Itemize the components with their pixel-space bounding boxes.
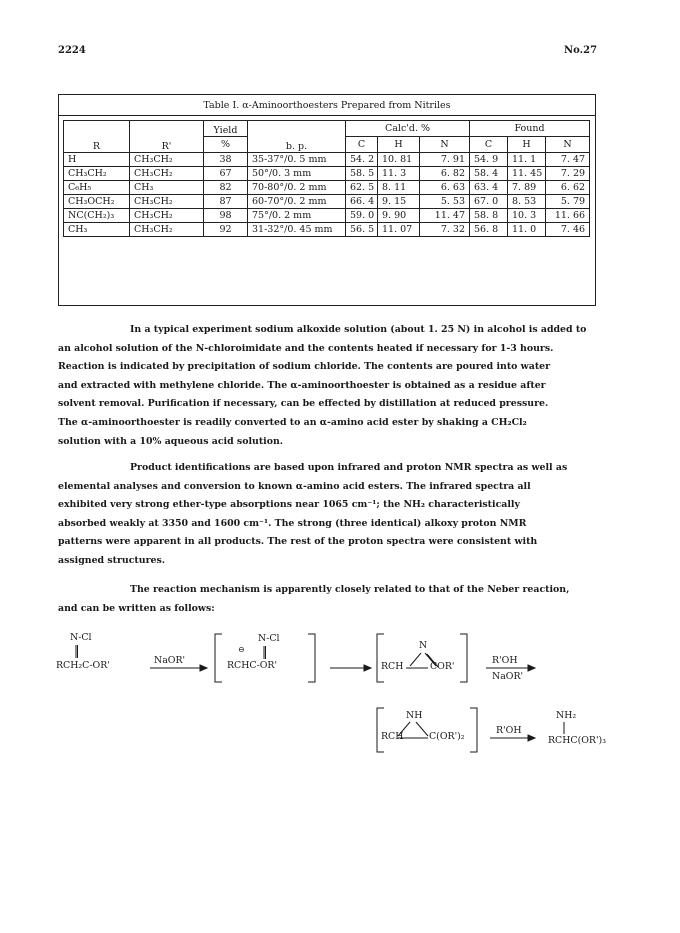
reagent-naor: NaOR' <box>154 655 186 666</box>
cell-yield: 67 <box>204 167 248 181</box>
paragraph-line: assigned structures. <box>58 554 166 566</box>
table-frame <box>58 94 596 306</box>
reagent-roh-2: R'OH <box>496 725 522 736</box>
cell-r-prime: CH₃CH₂ <box>130 195 204 209</box>
cell-calc-c: 62. 5 <box>346 181 378 195</box>
paragraph-line: an alcohol solution of the N-chloroimidate and the contents heated if necessary for 1-3 hours. <box>58 342 554 354</box>
header-found-n: N <box>546 137 590 153</box>
cell-calc-n: 6. 82 <box>420 167 470 181</box>
cell-calc-h: 11. 3 <box>378 167 420 181</box>
cell-calc-h: 8. 11 <box>378 181 420 195</box>
header-bp: b. p. <box>248 121 346 153</box>
cell-r-prime: CH₃CH₂ <box>130 223 204 237</box>
azirine-left: RCH <box>381 661 404 672</box>
cell-calc-h: 10. 81 <box>378 153 420 167</box>
paragraph-line: In a typical experiment sodium alkoxide solution (about 1. 25 N) in alcohol is added to <box>130 324 587 335</box>
cell-r: CH₃CH₂ <box>64 167 130 181</box>
paragraph-line: solvent removal. Purification if necessary, can be effected by distillation at reduced pressure. <box>58 398 549 410</box>
table-row <box>64 167 590 181</box>
table-row <box>64 153 590 167</box>
paragraph-line: and extracted with methylene chloride. The α-aminoorthoester is obtained as a residue after <box>58 379 546 391</box>
scheme-lines <box>50 628 630 768</box>
cell-yield: 38 <box>204 153 248 167</box>
anion-charge: ⊖ <box>238 645 245 654</box>
paragraph-identification <box>58 459 618 571</box>
azirine-right: COR' <box>430 661 455 672</box>
cell-found-n: 11. 66 <box>546 209 590 223</box>
paragraph-line: exhibited very strong ether-type absorptions near 1065 cm⁻¹; the NH₂ characteristically <box>58 499 520 511</box>
reagent-roh: R'OH <box>492 655 518 666</box>
header-calc-h: H <box>378 137 420 153</box>
paragraph-line: Product identifications are based upon infrared and proton NMR spectra as well as <box>130 462 568 473</box>
cell-calc-h: 9. 15 <box>378 195 420 209</box>
cell-yield: 98 <box>204 209 248 223</box>
paragraph-line: and can be written as follows: <box>58 602 215 614</box>
cell-r-prime: CH₃CH₂ <box>130 209 204 223</box>
cell-bp: 75°/0. 2 mm <box>248 209 346 223</box>
cell-found-c: 54. 9 <box>470 153 508 167</box>
cell-found-n: 7. 47 <box>546 153 590 167</box>
aziridine-nh: NH <box>406 710 423 721</box>
header-calc-n: N <box>420 137 470 153</box>
cell-bp: 35-37°/0. 5 mm <box>248 153 346 167</box>
cell-r: C₆H₅ <box>64 181 130 195</box>
table-row <box>64 195 590 209</box>
cell-found-c: 58. 8 <box>470 209 508 223</box>
cell-r-prime: CH₃CH₂ <box>130 153 204 167</box>
reaction-scheme <box>50 628 630 768</box>
cell-found-n: 6. 62 <box>546 181 590 195</box>
cell-bp: 50°/0. 3 mm <box>248 167 346 181</box>
paragraph-line: absorbed weakly at 3350 and 1600 cm⁻¹. The strong (three identical) alkoxy proton NMR <box>58 517 527 529</box>
cell-calc-n: 7. 32 <box>420 223 470 237</box>
header-r: R <box>64 121 130 153</box>
cell-bp: 70-80°/0. 2 mm <box>248 181 346 195</box>
azirine-n: N <box>419 640 428 651</box>
header-found: Found <box>470 121 590 137</box>
table-top-rule <box>59 115 595 116</box>
cell-bp: 31-32°/0. 45 mm <box>248 223 346 237</box>
table-row <box>64 181 590 195</box>
cell-calc-n: 6. 63 <box>420 181 470 195</box>
cell-calc-n: 7. 91 <box>420 153 470 167</box>
cell-calc-n: 5. 53 <box>420 195 470 209</box>
cell-r: CH₃ <box>64 223 130 237</box>
product-compound: RCHC(OR')₃ <box>548 735 606 746</box>
paragraph-line: Reaction is indicated by precipitation of sodium chloride. The contents are poured into water <box>58 361 551 373</box>
cell-r: CH₃OCH₂ <box>64 195 130 209</box>
cell-found-h: 7. 89 <box>508 181 546 195</box>
cell-calc-c: 66. 4 <box>346 195 378 209</box>
paragraph-line: solution with a 10% aqueous acid solution. <box>58 435 284 447</box>
cell-bp: 60-70°/0. 2 mm <box>248 195 346 209</box>
cell-calc-n: 11. 47 <box>420 209 470 223</box>
header-r-prime: R' <box>130 121 204 153</box>
paragraph-line: The reaction mechanism is apparently closely related to that of the Neber reaction, <box>130 584 570 595</box>
table-row <box>64 209 590 223</box>
header-found-h: H <box>508 137 546 153</box>
paragraph-experimental <box>58 321 618 451</box>
cell-found-c: 67. 0 <box>470 195 508 209</box>
header-calcd: Calc'd. % <box>346 121 470 137</box>
header-yield-unit: % <box>204 137 248 153</box>
cell-calc-h: 11. 07 <box>378 223 420 237</box>
page-number: 2224 <box>58 45 86 56</box>
table-caption: Table I. α-Aminoorthoesters Prepared from Nitriles <box>203 100 451 111</box>
cell-found-h: 11. 1 <box>508 153 546 167</box>
cell-calc-h: 9. 90 <box>378 209 420 223</box>
journal-number: No.27 <box>564 45 598 56</box>
data-table <box>63 120 590 237</box>
header-calc-c: C <box>346 137 378 153</box>
cell-calc-c: 56. 5 <box>346 223 378 237</box>
cell-found-c: 56. 8 <box>470 223 508 237</box>
paragraph-line: elemental analyses and conversion to known α-amino acid esters. The infrared spectra all <box>58 480 531 492</box>
cell-r-prime: CH₃ <box>130 181 204 195</box>
header-found-c: C <box>470 137 508 153</box>
cell-found-h: 11. 45 <box>508 167 546 181</box>
paragraph-line: patterns were apparent in all products. The rest of the proton spectra were consistent with <box>58 536 538 548</box>
cell-yield: 82 <box>204 181 248 195</box>
cell-r-prime: CH₃CH₂ <box>130 167 204 181</box>
cell-found-n: 5. 79 <box>546 195 590 209</box>
cell-r: NC(CH₂)₃ <box>64 209 130 223</box>
start-compound: RCH₂C-OR' <box>56 660 110 671</box>
cell-found-c: 63. 4 <box>470 181 508 195</box>
product-nh2: NH₂ <box>556 710 577 721</box>
aziridine-left: RCH <box>381 731 404 742</box>
cell-found-h: 10. 3 <box>508 209 546 223</box>
cell-found-c: 58. 4 <box>470 167 508 181</box>
cell-calc-c: 58. 5 <box>346 167 378 181</box>
cell-calc-c: 59. 0 <box>346 209 378 223</box>
header-yield: Yield <box>204 121 248 137</box>
table-row <box>64 223 590 237</box>
cell-found-n: 7. 29 <box>546 167 590 181</box>
cell-yield: 87 <box>204 195 248 209</box>
paragraph-line: The α-aminoorthoester is readily converted to an α-amino acid ester by shaking a CH₂Cl₂ <box>58 416 527 428</box>
cell-found-h: 8. 53 <box>508 195 546 209</box>
anion-compound: RCHC-OR' <box>227 660 278 671</box>
cell-calc-c: 54. 2 <box>346 153 378 167</box>
aziridine-right: C(OR')₂ <box>429 731 465 742</box>
anion-n-cl: N-Cl <box>258 633 280 644</box>
cell-yield: 92 <box>204 223 248 237</box>
cell-found-n: 7. 46 <box>546 223 590 237</box>
cell-found-h: 11. 0 <box>508 223 546 237</box>
paragraph-mechanism <box>58 581 618 618</box>
cell-r: H <box>64 153 130 167</box>
reagent-naor-2: NaOR' <box>492 671 524 682</box>
start-n-cl: N-Cl <box>70 632 92 643</box>
